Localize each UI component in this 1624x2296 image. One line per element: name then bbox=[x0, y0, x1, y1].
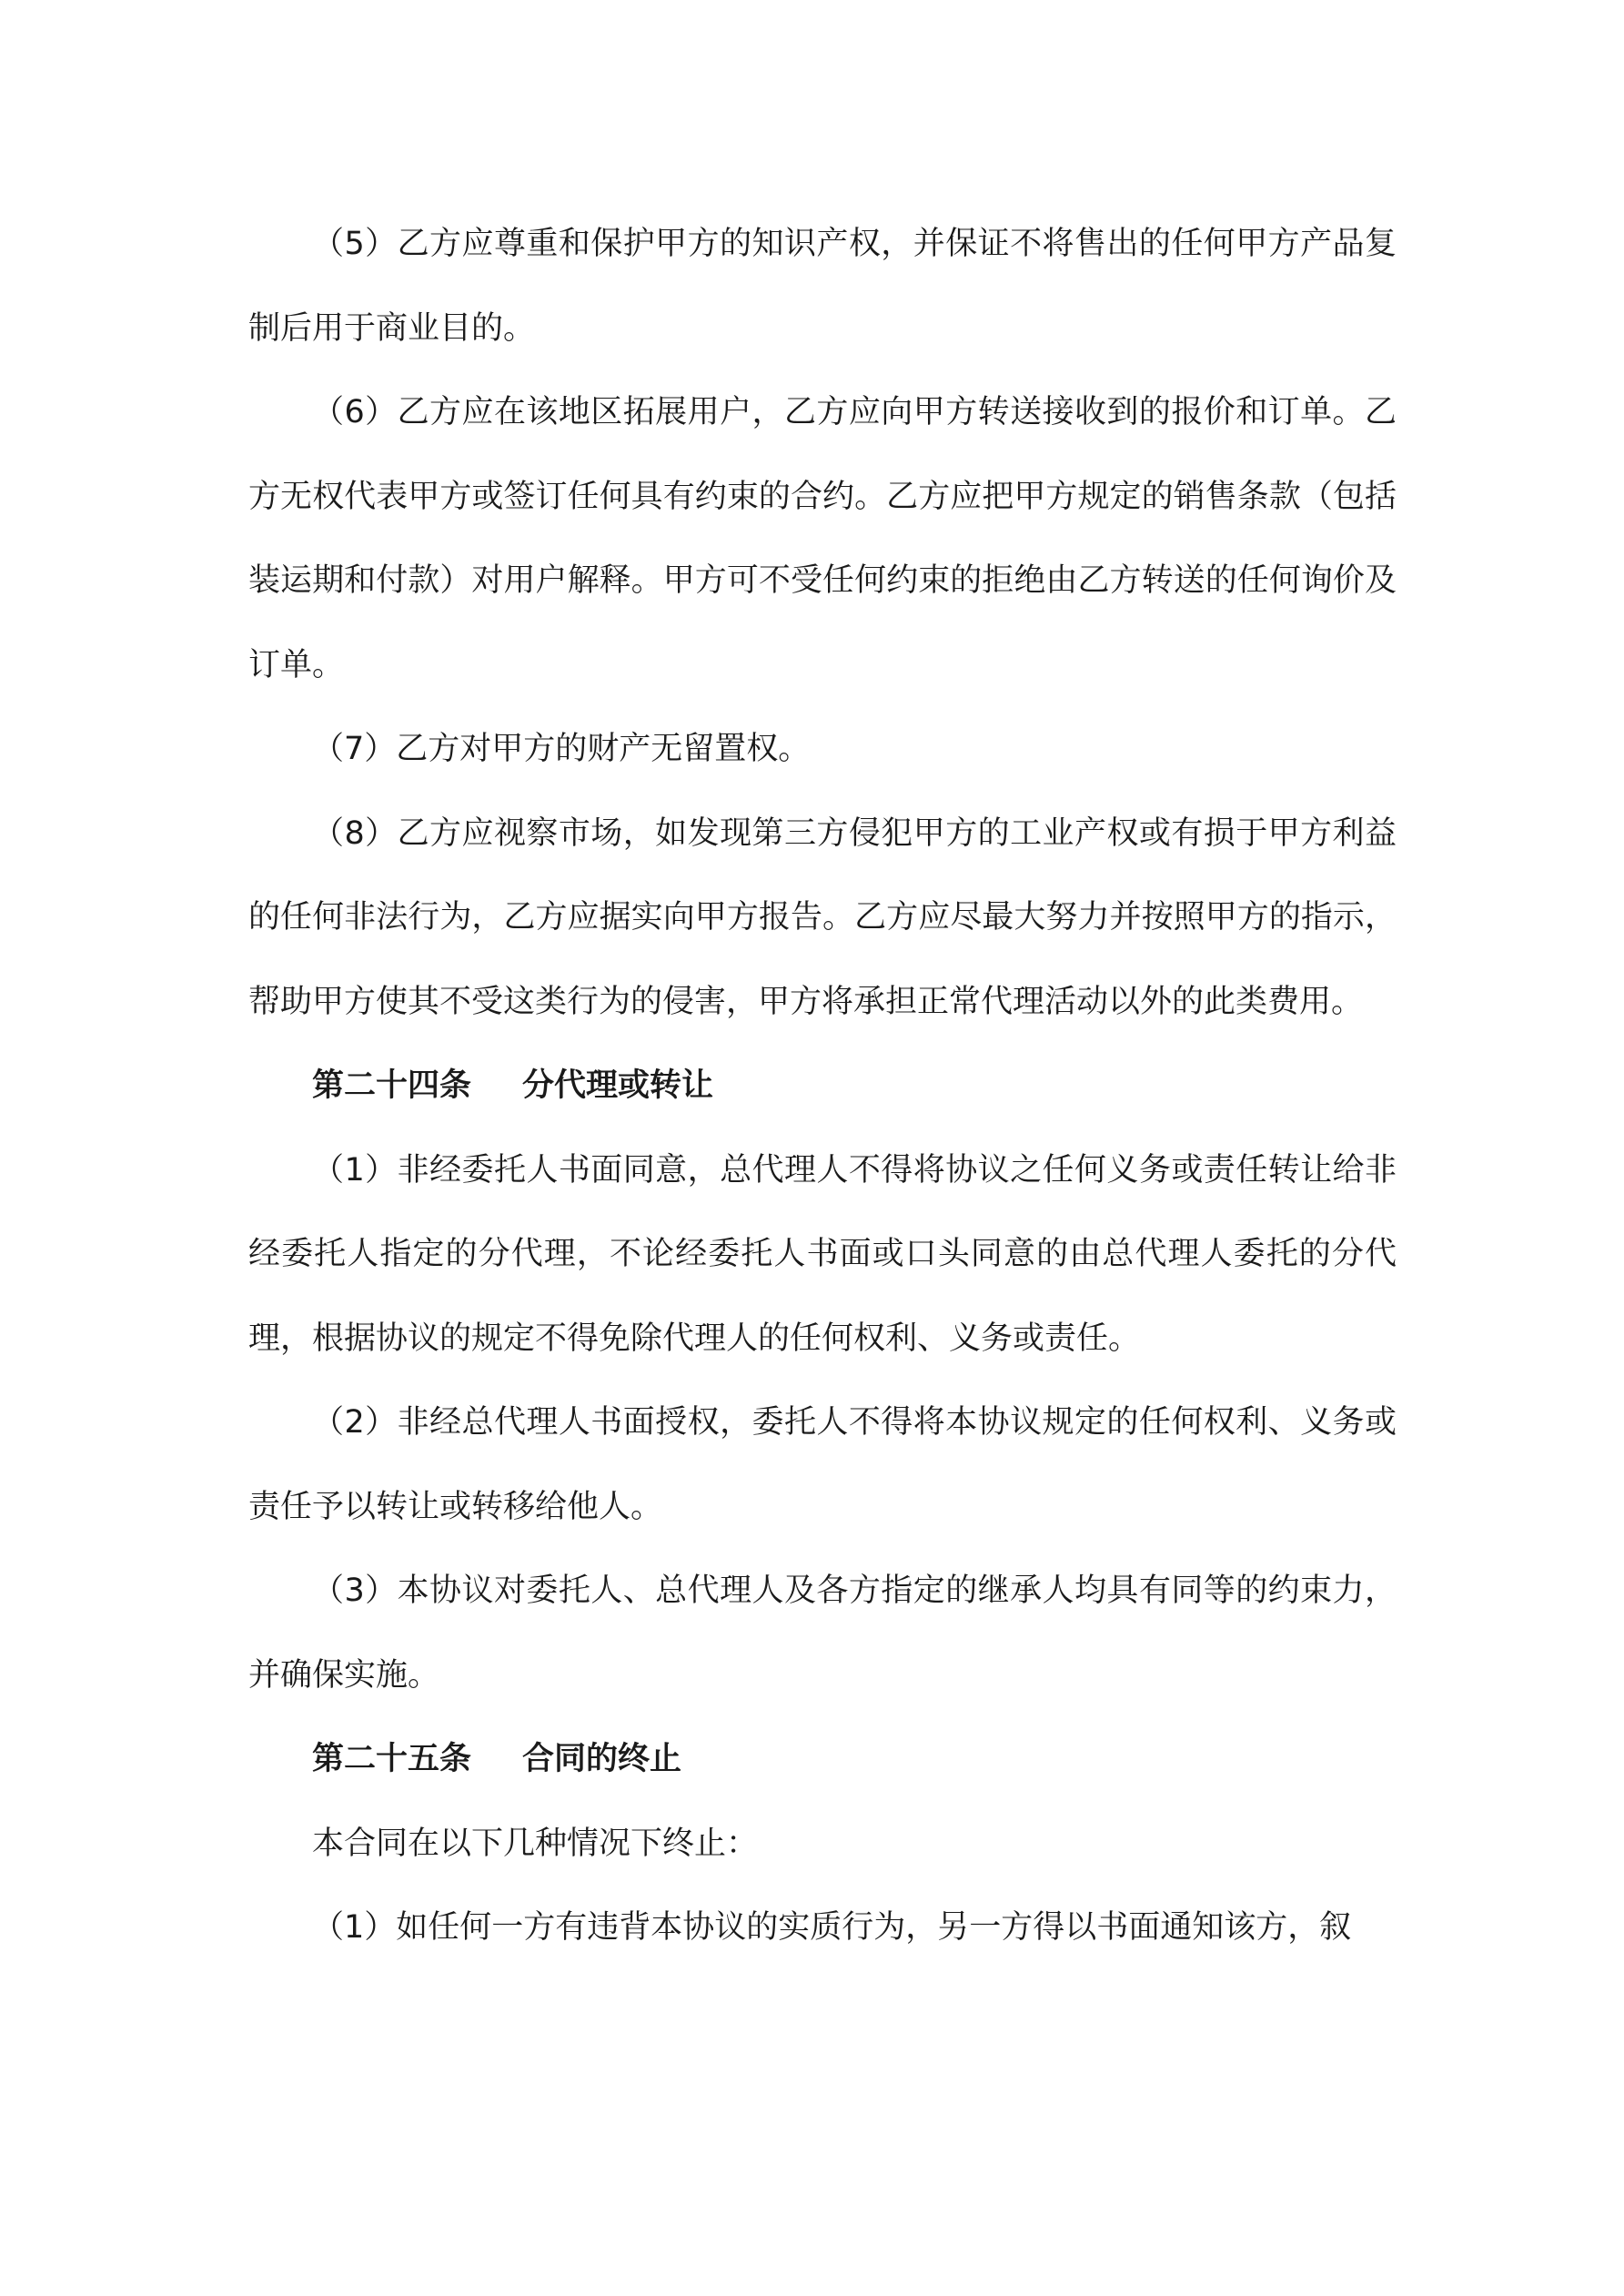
article-25-intro: 本合同在以下几种情况下终止： bbox=[312, 1825, 759, 1862]
article-25-number: 第二十五条 bbox=[312, 1741, 472, 1777]
clause-5: （5）乙方应尊重和保护甲方的知识产权，并保证不将售出的任何甲方产品复制后用于商业目的。 bbox=[248, 226, 1397, 347]
article-25-item-1: （1）如任何一方有违背本协议的实质行为，另一方得以书面通知该方，叙 bbox=[312, 1909, 1352, 1946]
article-24-item-3: （3）本协议对委托人、总代理人及各方指定的继承人均具有同等的约束力，并确保实施。 bbox=[248, 1573, 1397, 1694]
document-body bbox=[248, 202, 1397, 1970]
article-24-heading bbox=[248, 1044, 1397, 1128]
article-25-title: 合同的终止 bbox=[522, 1741, 682, 1777]
clause-8: （8）乙方应视察市场，如发现第三方侵犯甲方的工业产权或有损于甲方利益的任何非法行为，乙方应据实向甲方报告。乙方应尽最大努力并按照甲方的指示，帮助甲方使其不受这类行为的侵害，甲方将承担正常代理活动以外的此类费用。 bbox=[248, 814, 1397, 1020]
article-24-number: 第二十四条 bbox=[312, 1067, 472, 1104]
clause-6: （6）乙方应在该地区拓展用户，乙方应向甲方转送接收到的报价和订单。乙方无权代表甲方或签订任何具有约束的合约。乙方应把甲方规定的销售条款（包括装运期和付款）对用户解释。甲方可不受任何约束的拒绝由乙方转送的任何询价及订单。 bbox=[248, 394, 1397, 683]
article-24-item-2: （2）非经总代理人书面授权，委托人不得将本协议规定的任何权利、义务或责任予以转让或转移给他人。 bbox=[248, 1404, 1397, 1525]
article-25-heading bbox=[248, 1717, 1397, 1802]
article-24-title: 分代理或转让 bbox=[522, 1067, 714, 1104]
clause-7: （7）乙方对甲方的财产无留置权。 bbox=[312, 731, 811, 767]
article-24-item-1: （1）非经委托人书面同意，总代理人不得将协议之任何义务或责任转让给非经委托人指定的分代理，不论经委托人书面或口头同意的由总代理人委托的分代理，根据协议的规定不得免除代理人的任何权利、义务或责任。 bbox=[248, 1151, 1397, 1357]
